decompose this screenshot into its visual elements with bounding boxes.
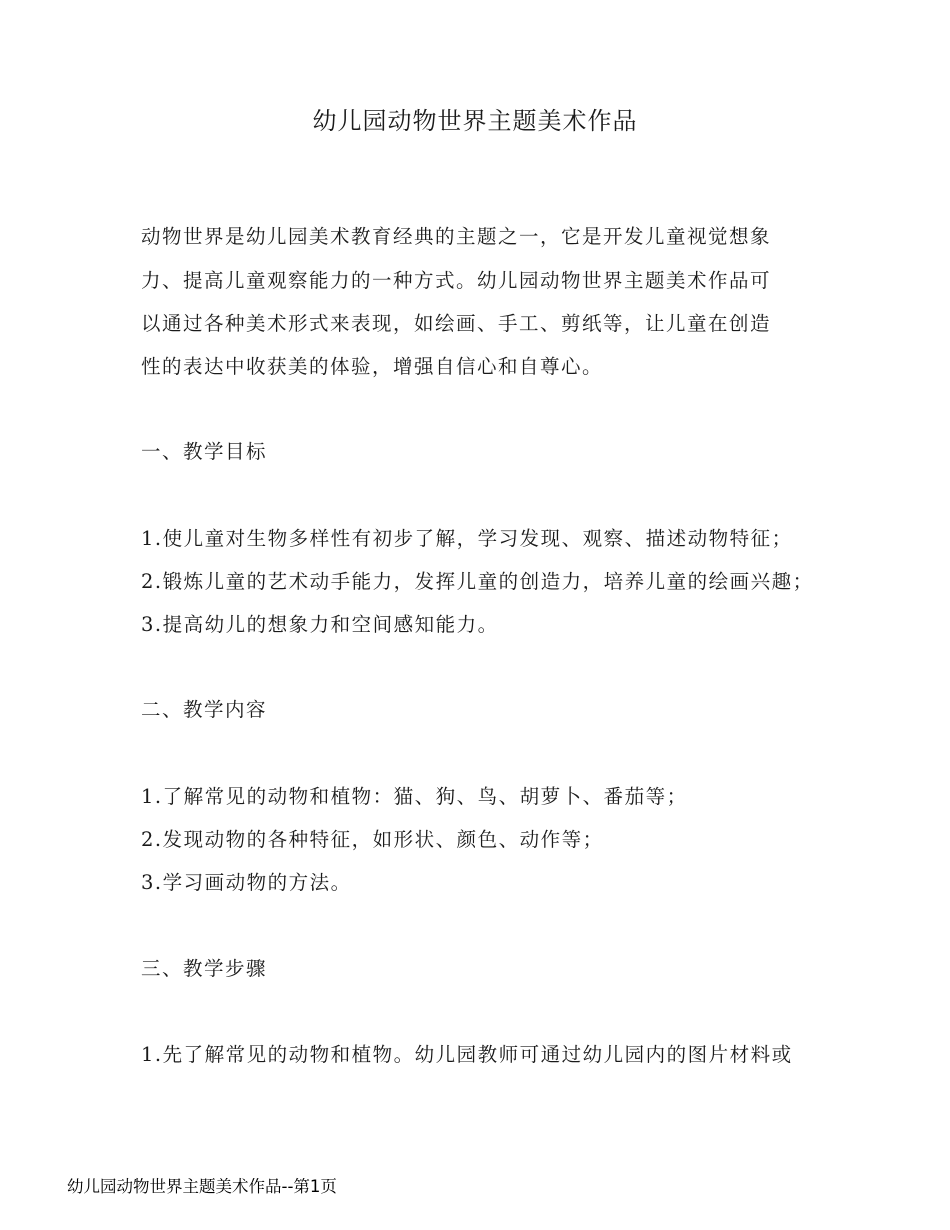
steps-item-1: 1.先了解常见的动物和植物。幼儿园教师可通过幼儿园内的图片材料或 [141,1043,793,1066]
document-title: 幼儿园动物世界主题美术作品 [312,107,638,135]
intro-line-3: 以通过各种美术形式来表现，如绘画、手工、剪纸等，让儿童在创造 [141,312,772,335]
intro-line-2: 力、提高儿童观察能力的一种方式。幼儿园动物世界主题美术作品可 [141,269,772,292]
intro-line-1: 动物世界是幼儿园美术教育经典的主题之一，它是开发儿童视觉想象 [141,225,772,248]
goals-item-2: 2.锻炼儿童的艺术动手能力，发挥儿童的创造力，培养儿童的绘画兴趣； [141,570,814,593]
section-heading-content: 二、教学内容 [141,698,268,721]
goals-item-3: 3.提高幼儿的想象力和空间感知能力。 [141,613,499,636]
section-heading-goals: 一、教学目标 [141,440,268,463]
content-item-3: 3.学习画动物的方法。 [141,871,352,894]
intro-line-4: 性的表达中收获美的体验，增强自信心和自尊心。 [141,355,604,378]
goals-item-1: 1.使儿童对生物多样性有初步了解，学习发现、观察、描述动物特征； [141,527,793,550]
content-item-2: 2.发现动物的各种特征，如形状、颜色、动作等； [141,828,604,851]
page-footer: 幼儿园动物世界主题美术作品--第1页 [67,1177,337,1196]
section-heading-steps: 三、教学步骤 [141,957,268,980]
content-item-1: 1.了解常见的动物和植物：猫、狗、鸟、胡萝卜、番茄等； [141,785,688,808]
